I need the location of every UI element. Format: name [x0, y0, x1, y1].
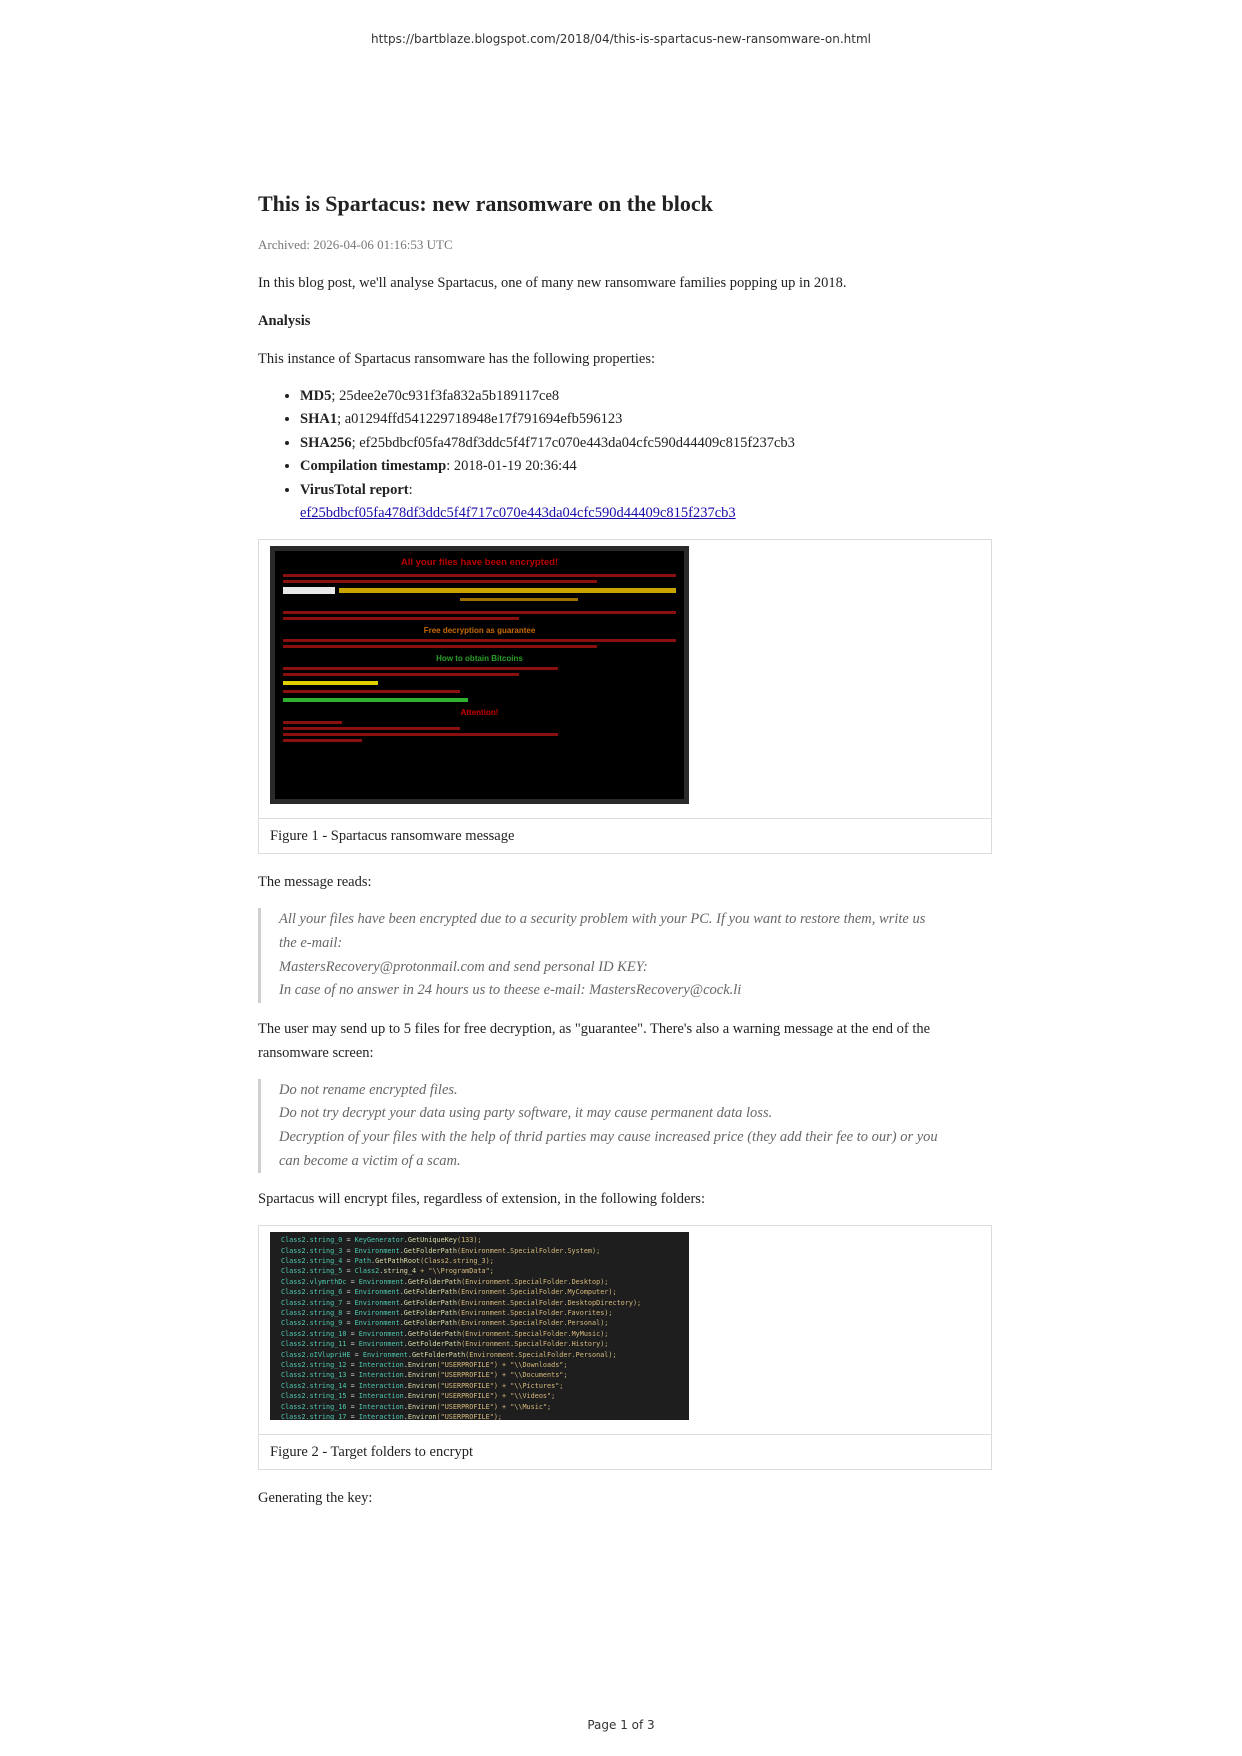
figure-2-caption: Figure 2 - Target folders to encrypt — [270, 1444, 474, 1461]
property-label: SHA1 — [300, 411, 338, 428]
property-item — [300, 455, 992, 478]
code-line: Class2.string_8 = Environment.GetFolderPath(Environment.SpecialFolder.Favorites); — [281, 1309, 613, 1318]
quote-line: MastersRecovery@protonmail.com and send personal ID KEY: — [279, 958, 648, 975]
quote-line: In case of no answer in 24 hours us to theese e-mail: MastersRecovery@cock.li — [279, 982, 742, 999]
property-item — [300, 408, 992, 431]
property-label: VirusTotal report — [300, 481, 409, 498]
code-line: Class2.vlymrthDc = Environment.GetFolderPath(Environment.SpecialFolder.Desktop); — [281, 1277, 609, 1286]
property-separator: ; — [351, 434, 360, 451]
quote-line: Decryption of your files with the help of thrid parties may cause increased price (they add their fee to our) or you — [279, 1129, 938, 1145]
key-intro: Generating the key: — [258, 1490, 373, 1507]
property-separator: ; — [337, 411, 345, 428]
code-line: Class2.string_11 = Environment.GetFolderPath(Environment.SpecialFolder.History); — [281, 1340, 609, 1349]
copy-button-image — [283, 587, 335, 594]
ransom-attention-heading: Attention! — [460, 708, 499, 718]
ransomware-message-image — [270, 546, 689, 804]
code-line: Class2.string_14 = Interaction.Environ("USERPROFILE") + "\\Pictures"; — [281, 1381, 564, 1390]
quote-line: the e-mail: — [279, 935, 343, 952]
properties-list — [258, 385, 992, 525]
guarantee-paragraph: The user may send up to 5 files for free decryption, as "guarantee". There's also a warning message at the end of the ransomware screen: — [258, 1020, 931, 1061]
code-line: Class2.string_15 = Interaction.Environ("USERPROFILE") + "\\Videos"; — [281, 1392, 556, 1401]
property-label: Compilation timestamp — [300, 458, 447, 475]
intro-paragraph: In this blog post, we'll analyse Spartacus, one of many new ransomware families popping up in 2018. — [258, 275, 847, 291]
warning-message-quote — [258, 1079, 949, 1173]
quote-line: can become a victim of a scam. — [279, 1152, 461, 1169]
ransom-bitcoins-heading: How to obtain Bitcoins — [436, 654, 523, 664]
code-line: Class2.string_9 = Environment.GetFolderPath(Environment.SpecialFolder.Personal); — [281, 1319, 609, 1328]
code-line: Class2.string_4 = Path.GetPathRoot(Class2.string_3); — [281, 1257, 494, 1265]
code-line: Class2.string_0 = KeyGenerator.GetUniqueKey(133); — [281, 1236, 482, 1245]
property-separator: ; — [331, 388, 340, 404]
properties-intro: This instance of Spartacus ransomware has the following properties: — [258, 351, 656, 367]
virustotal-report-link[interactable]: ef25bdbcf05fa478df3ddc5f4f717c070e443da04cfc590d44409c815f237cb3 — [300, 505, 736, 522]
code-line: Class2.string_16 = Interaction.Environ("USERPROFILE") + "\\Music"; — [281, 1402, 552, 1411]
property-label: SHA256 — [300, 434, 352, 451]
property-value: 25dee2e70c931f3fa832a5b189117ce8 — [339, 388, 560, 404]
page-url-header: https://bartblaze.blogspot.com/2018/04/this-is-spartacus-new-ransomware-on.html — [371, 32, 871, 46]
ransom-message-quote — [258, 908, 949, 1002]
folders-intro: Spartacus will encrypt files, regardless of extension, in the following folders: — [258, 1191, 705, 1208]
property-separator: : — [446, 458, 454, 475]
code-line: Class2.string_13 = Interaction.Environ("USERPROFILE") + "\\Documents"; — [281, 1371, 568, 1380]
target-folders-code-image — [270, 1232, 689, 1420]
archived-timestamp: Archived: 2026-04-06 01:16:53 UTC — [258, 237, 453, 252]
code-line: Class2.string_10 = Environment.GetFolderPath(Environment.SpecialFolder.MyMusic); — [281, 1329, 609, 1338]
code-line: Class2.string_6 = Environment.GetFolderPath(Environment.SpecialFolder.MyComputer); — [281, 1288, 617, 1297]
quote-line: Do not rename encrypted files. — [279, 1081, 458, 1098]
figure-1 — [258, 539, 992, 854]
code-line: Class2.string_12 = Interaction.Environ("USERPROFILE") + "\\Downloads"; — [281, 1361, 568, 1370]
article — [258, 190, 992, 1524]
property-value: 2018-01-19 20:36:44 — [453, 458, 577, 475]
article-title: This is Spartacus: new ransomware on the block — [258, 191, 713, 216]
figure-2 — [258, 1225, 992, 1470]
property-label: MD5 — [300, 388, 332, 404]
code-line: Class2.string_5 = Class2.string_4 + "\\ProgramData"; — [281, 1267, 494, 1276]
ransom-guarantee-heading: Free decryption as guarantee — [423, 626, 536, 636]
property-item — [300, 479, 992, 526]
figure-1-caption: Figure 1 - Spartacus ransomware message — [270, 828, 515, 845]
quote-line: Do not try decrypt your data using party software, it may cause permanent data loss. — [279, 1105, 773, 1122]
quote-line: All your files have been encrypted due to a security problem with your PC. If you want to restore them, write us — [279, 911, 926, 928]
personal-key-image — [339, 588, 676, 593]
property-item — [300, 432, 992, 455]
property-value: ef25bdbcf05fa478df3ddc5f4f717c070e443da04cfc590d44409c815f237cb3 — [359, 434, 795, 451]
message-intro: The message reads: — [258, 874, 372, 891]
property-item — [300, 385, 992, 408]
code-line: Class2.oIVlupriHE = Environment.GetFolderPath(Environment.SpecialFolder.Personal); — [281, 1350, 617, 1359]
property-separator: : — [408, 481, 413, 498]
page-number: Page 1 of 3 — [587, 1718, 655, 1732]
code-line: Class2.string_3 = Environment.GetFolderPath(Environment.SpecialFolder.System); — [281, 1246, 601, 1255]
analysis-heading: Analysis — [258, 313, 311, 329]
ransom-title: All your files have been encrypted! — [400, 557, 559, 569]
code-line: Class2.string_17 = Interaction.Environ("USERPROFILE"); — [281, 1413, 503, 1421]
code-line: Class2.string_7 = Environment.GetFolderPath(Environment.SpecialFolder.DesktopDirectory); — [281, 1298, 642, 1307]
property-value: a01294ffd541229718948e17f791694efb596123 — [344, 411, 623, 428]
